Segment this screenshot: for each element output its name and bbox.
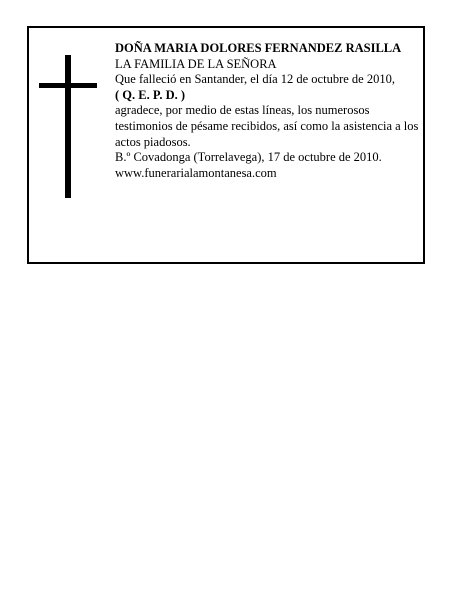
rip-line: ( Q. E. P. D. ): [115, 87, 186, 102]
cross-vertical-bar: [65, 55, 71, 198]
thanks-text: agradece, por medio de estas líneas, los numerosos testimonios de pésame recibidos, así como la asistencia a los actos piadosos.: [115, 103, 419, 149]
place-date: B.º Covadonga (Torrelavega), 17 de octubre de 2010.: [115, 150, 382, 165]
family-line: LA FAMILIA DE LA SEÑORA: [115, 56, 277, 71]
website-link[interactable]: www.funerarialamontanesa.com: [115, 165, 277, 180]
cross-horizontal-bar: [39, 83, 97, 88]
obituary-notice: [27, 26, 425, 264]
notice-text: [115, 41, 420, 181]
deceased-name: DOÑA MARIA DOLORES FERNANDEZ RASILLA: [115, 41, 402, 55]
death-line: Que falleció en Santander, el día 12 de octubre de 2010,: [115, 72, 395, 87]
